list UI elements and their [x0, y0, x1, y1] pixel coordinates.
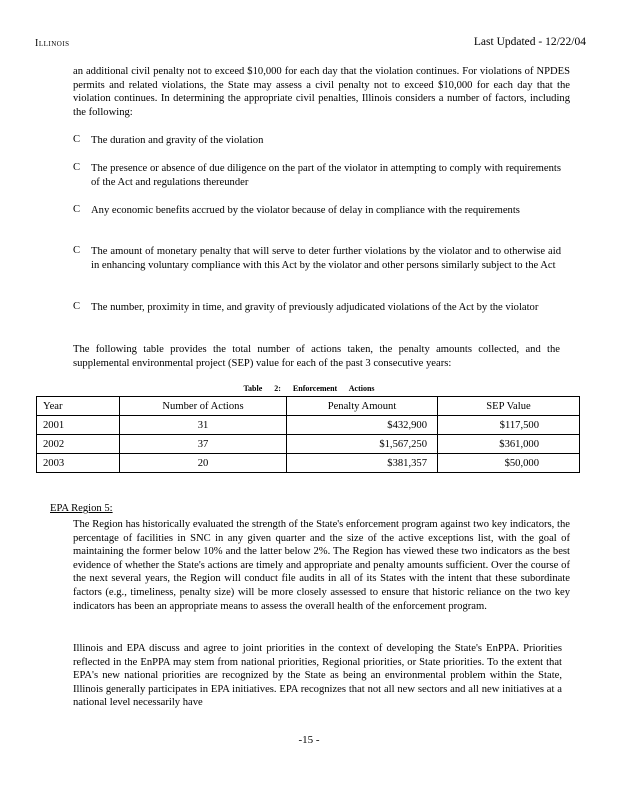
table-caption: Table 2: Enforcement Actions: [243, 384, 375, 393]
intro-paragraph: an additional civil penalty not to exceed $10,000 for each day that the violation continues. For violations of NPDES permits and related violations, the State may assess a civil penalty not to exceed $10,000 for each day that the violation continues. In determining the appropriate civil penalties, Illinois considers a number of factors, including the following:: [73, 66, 570, 118]
page-number: -15 -: [298, 734, 320, 746]
header-last-updated: Last Updated - 12/22/04: [473, 36, 586, 48]
table-row: [37, 435, 580, 454]
cell-year: 2002: [37, 435, 120, 454]
header-state: Illinois: [35, 38, 70, 49]
factor-item: Any economic benefits accrued by the violator because of delay in compliance with the requirements: [91, 205, 520, 216]
bullet-glyph: C: [73, 162, 81, 173]
bullet-glyph: C: [73, 204, 81, 215]
cell-sep: $361,000: [438, 435, 580, 454]
cell-sep: $50,000: [438, 454, 580, 473]
table-header-row: [37, 397, 580, 416]
factor-item: The presence or absence of due diligence on the part of the violator in attempting to comply with requirements of the Act and regulations thereunder: [91, 163, 561, 188]
cell-year: 2003: [37, 454, 120, 473]
factor-item: The amount of monetary penalty that will serve to deter further violations by the violator and to otherwise aid in enhancing voluntary compliance with this Act by the violator and other persons similarly subject to the Act: [91, 246, 561, 271]
enforcement-actions-table: [36, 396, 580, 473]
cell-actions: 31: [120, 416, 287, 435]
factor-item: The number, proximity in time, and gravity of previously adjudicated violations of the Act by the violator: [91, 302, 539, 313]
cell-year: 2001: [37, 416, 120, 435]
table-intro-paragraph: The following table provides the total number of actions taken, the penalty amounts collected, and the supplemental environmental project (SEP) value for each of the past 3 consecutive years:: [73, 344, 560, 369]
column-header-actions: Number of Actions: [120, 397, 287, 416]
cell-sep: $117,500: [438, 416, 580, 435]
cell-penalty: $381,357: [287, 454, 438, 473]
cell-penalty: $432,900: [287, 416, 438, 435]
epa-paragraph-1: The Region has historically evaluated the strength of the State's enforcement program against two key indicators, the percentage of facilities in SNC in any given quarter and the size of the active exceptions list, with the goal of maintaining the former below 10% and the latter below 2%. The Region has viewed these two indicators as the best evidence of whether the State's actions are timely and appropriate and penalty amounts sufficient. Over the course of the next several years, the Region will conduct file audits in all of its States with the intent that these subordinate factors (e.g., timeliness, penalty size) will be more closely assessed to ensure that historic reliance on the two key indicators has been an appropriate means to assess the overall health of the enforcement program.: [73, 519, 570, 612]
epa-paragraph-2: Illinois and EPA discuss and agree to joint priorities in the context of developing the State's EnPPA. Priorities reflected in the EnPPA may stem from national priorities, Regional priorities, or State priorities. To the extent that EPA's new national priorities are recognized by the State as being an environmental problem within the State, Illinois generally participates in EPA initiatives. EPA recognizes that not all new sectors and all new initiatives at a national level necessarily have: [73, 643, 562, 709]
bullet-glyph: C: [73, 134, 81, 145]
epa-region-heading: EPA Region 5:: [50, 503, 113, 514]
cell-actions: 20: [120, 454, 287, 473]
cell-actions: 37: [120, 435, 287, 454]
factor-item: The duration and gravity of the violation: [91, 135, 264, 146]
column-header-penalty: Penalty Amount: [287, 397, 438, 416]
table-row: [37, 454, 580, 473]
cell-penalty: $1,567,250: [287, 435, 438, 454]
column-header-year: Year: [37, 397, 120, 416]
bullet-glyph: C: [73, 245, 81, 256]
table-row: [37, 416, 580, 435]
column-header-sep: SEP Value: [438, 397, 580, 416]
bullet-glyph: C: [73, 301, 81, 312]
